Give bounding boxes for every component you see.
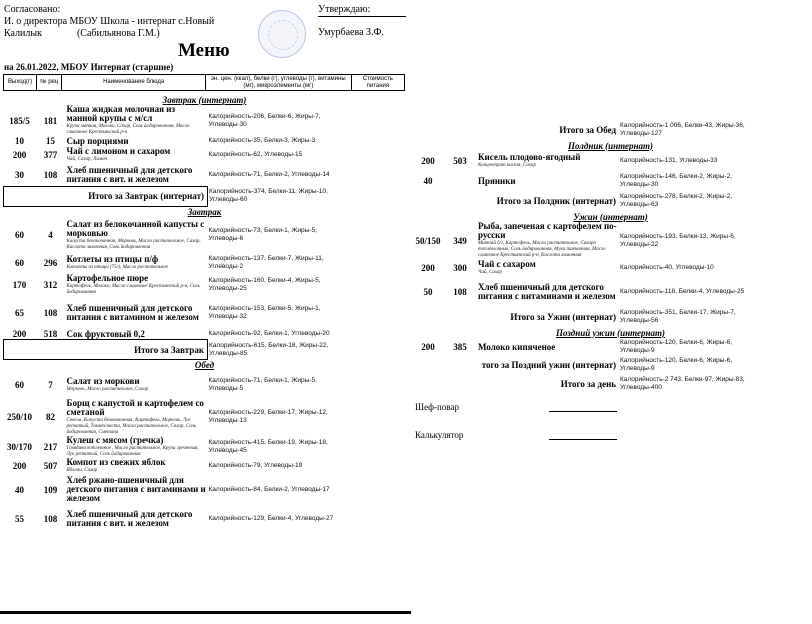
right-menu-table [413,120,808,394]
item-cost [759,338,808,356]
item-recipe-number: 108 [43,308,58,318]
menu-subtitle: на 26.01.2022, МБОУ Интернат (старшие) [4,62,174,72]
col-name: Наименование блюда [62,75,206,91]
item-name: Сыр порциями [66,135,129,146]
item-nutrition: Калорийность-129, Белки-4, Углеводы-27 [208,514,334,522]
total-label: Итого за Завтрак [4,340,208,360]
item-name: Хлеб пшеничный для детского питания с витаминами и железом [478,282,616,301]
item-cell [477,338,619,356]
director-line-2: Калилык (Сабильянова Г.М.) [4,28,160,39]
col-cost: Стоимость питания [351,75,404,91]
item-yield: 50 [423,287,433,297]
approve-label: Утверждаю: [318,4,371,15]
item-cost [759,171,808,191]
total-row [4,340,406,360]
item-ingredients: Картофель, Молоко, Масло сливочное Крестьянский р-н, Соль йодированная [66,284,200,295]
total-cost [759,356,808,374]
item-yield: 30 [15,169,24,180]
total-nutrition: Калорийность-2 743, Белки-97, Жиры-83, Углеводы-400 [620,376,745,391]
item-cell [66,399,208,436]
menu-item-row [4,105,406,136]
item-cell [66,136,208,146]
item-cost [348,136,406,146]
item-yield: 50/150 [415,235,441,246]
item-cell [66,146,208,164]
item-nutrition: Калорийность-62, Углеводы-15 [208,151,303,158]
item-recipe-number: 377 [43,150,58,160]
item-ingredients: Котлеты из птицы (75г), Масло растительное [66,265,169,270]
item-yield: 40 [15,484,24,495]
item-name: Молоко кипяченое [478,341,556,352]
calculator-label: Калькулятор [415,430,464,440]
total-cost [759,374,808,394]
item-name: Хлеб пшеничный для детского питания с витамином и железом [66,303,199,322]
item-recipe-number: 108 [43,169,58,180]
item-name: Пряники [478,175,516,186]
total-row [413,120,808,140]
item-yield: 200 [421,156,435,166]
item-yield: 250/10 [6,412,32,422]
total-cost [759,191,808,211]
menu-item-row [413,259,808,277]
menu-item-row [4,273,406,297]
item-nutrition: Калорийность-229, Белки-17, Жиры-12, Углеводы-13 [208,409,328,424]
item-nutrition: Калорийность-84, Белки-2, Углеводы-17 [208,485,330,493]
item-cell [66,217,208,253]
total-row [413,191,808,211]
section-header [413,327,808,338]
item-cell [66,253,208,273]
item-name: Борщ с капустой и картофелем со сметаной [66,397,204,417]
item-name: Хлеб пшеничный для детского питания с вит. и железом [66,164,193,184]
item-yield: 200 [421,263,435,273]
total-row [4,186,406,206]
section-title: Завтрак (интернат) [162,94,247,105]
item-yield: 65 [15,308,24,318]
total-cost [348,186,406,206]
total-nutrition: Калорийность-374, Белки-11, Жиры-10, Углеводы-60 [209,188,328,203]
total-nutrition: Калорийность-1 006, Белки-43, Жиры-36, Углеводы-127 [620,122,745,137]
item-yield: 185/5 [9,115,30,126]
item-name: Чай с сахаром [478,259,536,269]
total-row [413,374,808,394]
item-cost [759,151,808,171]
item-nutrition: Калорийность-146, Белки-2, Жиры-2, Углеводы-30 [620,173,733,188]
item-yield: 60 [15,258,24,268]
item-cell [66,164,208,186]
total-cost [348,340,406,360]
chef-label: Шеф-повар [415,402,459,412]
chef-signature-line [549,411,617,412]
item-recipe-number: 507 [43,460,58,471]
section-title: Полдник (интернат) [567,140,654,151]
item-nutrition: Калорийность-73, Белки-1, Жиры-5, Углеводы-6 [208,227,317,242]
item-recipe-number [443,171,477,191]
total-row [413,356,808,374]
item-name: Кисель плодово-ягодный [478,152,581,162]
item-yield: 60 [15,230,24,240]
menu-item-row [413,151,808,171]
page-title: Меню [178,40,230,61]
total-cost [759,120,808,140]
item-nutrition: Калорийность-79, Углеводы-19 [208,461,303,469]
menu-item-row [4,458,406,474]
item-cost [759,277,808,307]
menu-item-row [413,171,808,191]
item-name: Компот из свежих яблок [66,456,166,467]
item-ingredients: Концентрат киселя, Сахар [478,163,537,168]
item-nutrition: Калорийность-160, Белки-4, Жиры-5, Углеводы-25 [208,277,321,292]
item-cell [66,105,208,136]
item-yield: 60 [15,379,24,390]
item-cell [477,259,619,277]
item-yield: 170 [12,280,27,290]
item-ingredients: Чай, Сахар [478,270,502,275]
item-name: Кулеш с мясом (гречка) [66,434,164,445]
item-yield: 200 [421,342,435,352]
total-label: Итого за Ужин (интернат) [510,312,617,322]
item-recipe-number: 15 [46,136,55,146]
item-cost [348,146,406,164]
total-nutrition: Калорийность-120, Белки-6, Жиры-6, Углеводы-9 [620,357,733,372]
total-label: Итого за день [560,379,617,389]
item-cell [66,474,208,506]
item-recipe-number: 108 [453,287,467,297]
menu-item-row [4,329,406,340]
menu-item-row [4,136,406,146]
item-cost [348,217,406,253]
total-nutrition: Калорийность-351, Белки-17, Жиры-7, Углеводы-56 [620,309,736,324]
item-cost [348,458,406,474]
col-recipe: № рец [37,75,62,91]
item-yield: 55 [15,513,24,524]
col-nutrition: эн. цен. (ккал), белки (г), углеводы (г), витамины (мг), микроэлементы (мг) [205,75,351,91]
calculator-signature-line [549,439,617,440]
approve-signature-line [318,16,406,17]
item-cost [348,297,406,329]
approver-name: Умурбаева З.Ф. [318,27,384,38]
agreed-label: Согласовано: [4,4,61,15]
item-name: Хлеб ржано-пшеничный для детского питания с витаминами и железом [66,475,206,503]
item-name: Каша жидкая молочная из манной крупы с м/сл [66,104,176,123]
section-title: Поздний ужин (интернат) [556,327,665,338]
menu-item-row [4,217,406,253]
item-cost [348,371,406,399]
item-cell [477,151,619,171]
menu-item-row [413,338,808,356]
item-yield: 40 [423,176,433,186]
item-ingredients: Морковь, Масло растительное, Сахар [66,386,149,392]
item-cell [477,222,619,259]
item-cost [759,259,808,277]
item-recipe-number: 4 [48,230,53,240]
item-nutrition: Калорийность-131, Углеводы-33 [620,157,718,164]
item-recipe-number: 181 [43,115,58,126]
item-nutrition: Калорийность-92, Белки-1, Углеводы-20 [208,330,330,338]
item-recipe-number: 108 [43,513,58,524]
item-nutrition: Калорийность-71, Белки-2, Углеводы-14 [208,171,330,178]
section-title: Ужин (интернат) [573,211,648,222]
item-ingredients: Крупа манная, Молоко, Сахар, Соль йодированная, Масло сливочное Крестьянский р-н [66,124,190,135]
item-cost [348,506,406,532]
menu-item-row [4,164,406,186]
menu-item-row [4,474,406,506]
item-recipe-number: 7 [48,379,53,390]
bottom-rule [0,611,411,614]
item-name: Салат из моркови [66,375,140,386]
item-yield: 10 [15,136,24,146]
menu-item-row [4,146,406,164]
item-cost [348,329,406,340]
item-name: Сок фруктовый 0,2 [66,328,145,339]
item-yield: 200 [12,329,27,339]
item-cost [348,253,406,273]
item-cost [759,222,808,259]
total-cost [759,307,808,327]
item-nutrition: Калорийность-137, Белки-7, Жиры-11, Углеводы-2 [208,255,324,270]
school-stamp [258,10,306,58]
section-title: Обед [194,360,215,371]
item-recipe-number: 109 [43,484,58,495]
menu-item-row [4,506,406,532]
item-ingredients: Говядина котлетное , Масло растительное, Крупа гречневая, Лук репчатый, Соль йодированная [66,445,199,457]
menu-item-row [4,253,406,273]
item-name: Чай с лимоном и сахаром [66,146,171,156]
item-recipe-number: 349 [453,235,467,246]
item-ingredients: Капуста белокочанная, Морковь, Масло растительное, Сахар, Кислота лимонная, Соль йодированная [66,238,201,250]
item-ingredients: Чай, Сахар, Лимон [66,157,108,162]
item-nutrition: Калорийность-193, Белки-13, Жиры-6, Углеводы-22 [620,232,736,248]
item-cost [348,164,406,186]
item-cost [348,436,406,458]
item-cell [66,506,208,532]
menu-item-row [4,436,406,458]
item-recipe-number: 503 [453,156,467,166]
item-cell [66,297,208,329]
total-label: Итого за Полдник (интернат) [496,196,617,206]
director-line: И. о директора МБОУ Школа - интернат с.Новый [4,16,215,27]
item-recipe-number: 217 [43,441,58,452]
section-title: Завтрак [187,206,222,217]
item-nutrition: Калорийность-415, Белки-19, Жиры-18, Углеводы-45 [208,438,328,454]
item-nutrition: Калорийность-40, Углеводы-10 [620,264,714,271]
col-yield: Выход(г) [4,75,37,91]
total-label: того за Поздний ужин (интернат) [481,360,617,370]
item-nutrition: Калорийность-71, Белки-1, Жиры-5, Углеводы-5 [208,376,317,392]
item-cost [348,474,406,506]
item-recipe-number: 385 [453,342,467,352]
item-name: Рыба, запеченая с картофелем по-русски [478,221,617,240]
item-cost [348,273,406,297]
item-recipe-number: 300 [453,263,467,273]
item-cost [348,399,406,436]
item-yield: 200 [12,460,27,471]
total-nutrition: Калорийность-278, Белки-2, Жиры-2, Углеводы-63 [620,193,733,208]
section-header [4,206,406,217]
item-cell [66,436,208,458]
item-name: Картофельное пюре [66,273,149,283]
menu-item-row [4,297,406,329]
total-row [413,307,808,327]
item-ingredients: Свекла, Капуста белокочанная, Картофель, Морковь, Лук репчатый, Томат-паста, Масло растительное, Сахар, Соль йодированная, Сметана [66,417,197,435]
item-name: Салат из белокочанной капусты с морковью [66,218,205,238]
item-name: Хлеб пшеничный для детского питания с вит. и железом [66,508,193,528]
item-cost [348,105,406,136]
menu-item-row [4,399,406,436]
total-nutrition: Калорийность-615, Белки-18, Жиры-22, Углеводы-85 [209,341,329,357]
item-nutrition: Калорийность-120, Белки-6, Жиры-6, Углеводы-9 [620,339,733,354]
item-cell [66,458,208,474]
column-header-table [3,74,405,91]
item-nutrition: Калорийность-35, Белки-3, Жиры-3 [208,137,316,144]
section-header [413,140,808,151]
section-header [4,94,406,105]
item-cell [477,171,619,191]
item-cell [66,329,208,340]
item-recipe-number: 312 [43,280,58,290]
total-label: Итого за Завтрак (интернат) [4,186,208,206]
item-ingredients: Минтай б/г, Картофель, Масло растительное, Сахарн топлёвлочные, Соль йодированная, Мука пшеничная, Масло сливочное Крестьянский р-н, Кислота лимонная [478,241,606,258]
item-yield: 30/170 [6,441,32,452]
item-name: Котлеты из птицы п/ф [66,254,159,264]
item-recipe-number: 518 [43,329,58,339]
menu-item-row [413,222,808,259]
menu-item-row [4,371,406,399]
total-label: Итого за Обед [559,125,617,135]
item-recipe-number: 82 [46,412,55,422]
item-cell [66,371,208,399]
section-header [4,360,406,371]
item-yield: 200 [12,150,27,160]
menu-item-row [413,277,808,307]
item-nutrition: Калорийность-118, Белки-4, Углеводы-25 [620,288,745,295]
item-cell [477,277,619,307]
item-ingredients: Яблоки, Сахар [66,467,98,473]
item-nutrition: Калорийность-206, Белки-6, Жиры-7, Углеводы-30 [208,112,321,128]
item-cell [66,273,208,297]
item-recipe-number: 296 [43,258,58,268]
item-nutrition: Калорийность-153, Белки-5, Жиры-1, Углеводы-32 [208,305,321,320]
left-menu-table [3,94,406,532]
